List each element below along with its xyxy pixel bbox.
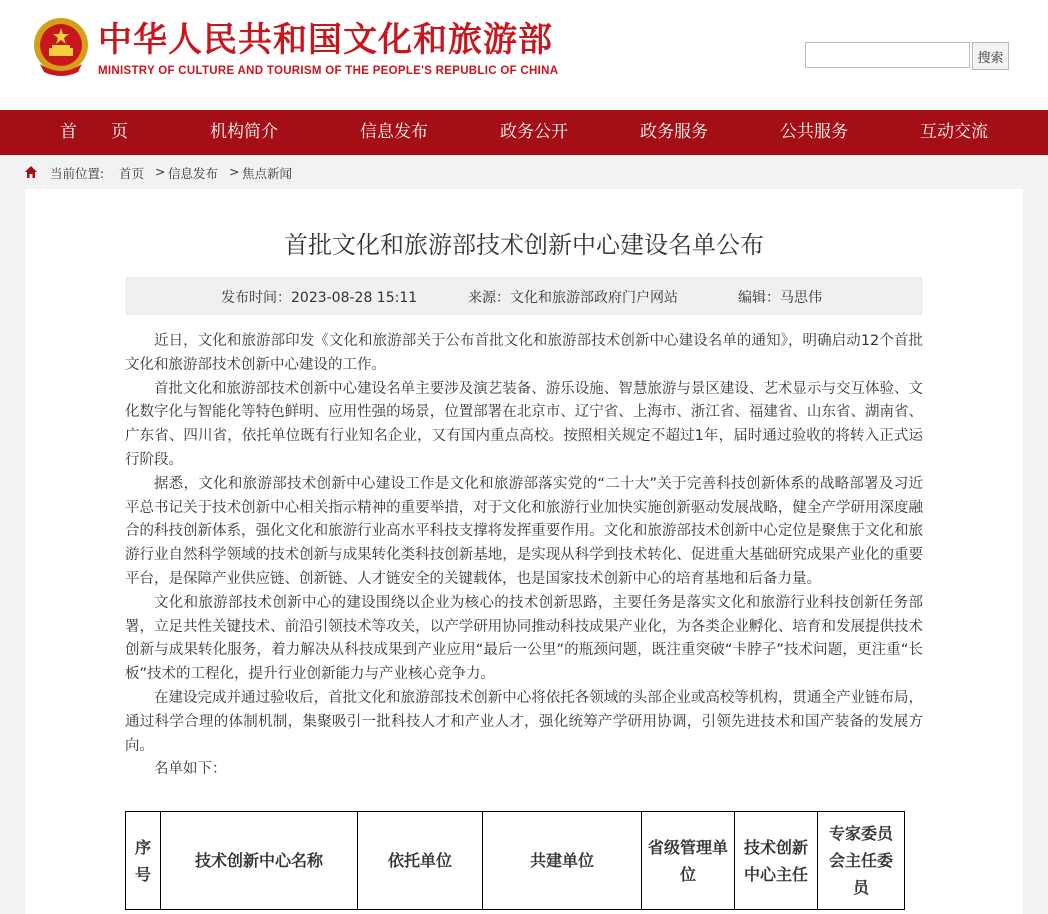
site-title[interactable]: 中华人民共和国文化和旅游部 [98, 20, 553, 60]
article-paragraph: 在建设完成并通过验收后，首批文化和旅游部技术创新中心将依托各领域的头部企业或高校等机构，贯通全产业链布局，通过科学合理的体制机制，集聚吸引一批科技人才和产业人才，强化统筹产学研用协调，引领先进技术和国产装备的发展方向。 [125, 689, 923, 754]
breadcrumb-home[interactable]: 首页 [119, 166, 145, 181]
article-paragraph: 文化和旅游部技术创新中心的建设围绕以企业为核心的技术创新思路，主要任务是落实文化和旅游行业科技创新任务部署，立足共性关键技术、前沿引领技术等攻关，以产学研用协同推动科技成果产业化，为各类企业孵化、培育和发展提供技术创新与成果转化服务，着力解决从科技成果到产业应用“最后一公里”的瓶颈问题，既注重突破“卡脖子”技术问题，更注重“长板”技术的工程化，提升行业创新能力与产业核心竞争力。 [125, 594, 923, 683]
home-icon [24, 165, 38, 179]
table-header-cell: 技术创新中心名称 [161, 812, 358, 910]
nav-item-interaction[interactable]: 互动交流 [920, 122, 988, 142]
article-container [25, 189, 1023, 914]
table-header-cell: 序号 [126, 812, 161, 910]
article-paragraph: 据悉，文化和旅游部技术创新中心建设工作是文化和旅游部落实党的“二十大”关于完善科技创新体系的战略部署及习近平总书记关于技术创新中心相关指示精神的重要举措，对于文化和旅游行业加快实施创新驱动发展战略，健全产学研用深度融合的科技创新体系，强化文化和旅游行业高水平科技支撑将发挥重要作用。文化和旅游部技术创新中心定位是聚焦于文化和旅游行业自然科学领域的技术创新与成果转化类科技创新基地，是实现从科学到技术转化、促进重大基础研究成果产业化的重要平台，是保障产业供应链、创新链、人才链安全的关键载体，也是国家技术创新中心的培育基地和后备力量。 [125, 475, 923, 587]
nav-item-gov-info[interactable]: 政务公开 [500, 122, 568, 142]
article-paragraph: 近日，文化和旅游部印发《文化和旅游部关于公布首批文化和旅游部技术创新中心建设名单的通知》，明确启动12个首批文化和旅游部技术创新中心建设的工作。 [125, 333, 923, 373]
search-input[interactable] [805, 42, 970, 68]
breadcrumb-separator: > [229, 164, 240, 179]
article-title: 首批文化和旅游部技术创新中心建设名单公布 [284, 231, 764, 259]
table-header-row [126, 812, 905, 910]
nav-item-gov-services[interactable]: 政务服务 [640, 122, 708, 142]
article-source: 来源：文化和旅游部政府门户网站 [468, 290, 678, 306]
nav-item-public-services[interactable]: 公共服务 [780, 122, 848, 142]
table-header-cell: 共建单位 [483, 812, 642, 910]
article-paragraph: 名单如下： [154, 761, 227, 778]
breadcrumb-label: 当前位置: [50, 166, 105, 181]
table-header-cell: 技术创新中心主任 [735, 812, 818, 910]
article-paragraph: 首批文化和旅游部技术创新中心建设名单主要涉及演艺装备、游乐设施、智慧旅游与景区建设、艺术显示与交互体验、文化数字化与智能化等特色鲜明、应用性强的场景，位置部署在北京市、辽宁省、上海市、浙江省、福建省、山东省、湖南省、广东省、四川省，依托单位既有行业知名企业，又有国内重点高校。按照相关规定不超过1年，届时通过验收的将转入正式运行阶段。 [125, 380, 923, 468]
breadcrumb-news[interactable]: 信息发布 [168, 166, 219, 181]
main-nav [0, 110, 1048, 155]
nav-item-news[interactable]: 信息发布 [360, 122, 428, 142]
nav-item-about[interactable]: 机构简介 [210, 122, 278, 142]
site-title-english: MINISTRY OF CULTURE AND TOURISM OF THE PEOPLE'S REPUBLIC OF CHINA [98, 65, 559, 77]
article-meta [125, 277, 923, 315]
nav-item-home[interactable]: 首 页 [60, 122, 128, 142]
site-header [0, 0, 1048, 110]
table-header-cell: 省级管理单位 [642, 812, 735, 910]
article-body [125, 330, 923, 782]
article-editor: 编辑：马思伟 [738, 290, 822, 306]
table-header-cell: 依托单位 [358, 812, 483, 910]
search-button[interactable]: 搜索 [972, 42, 1009, 70]
national-emblem-icon [32, 16, 90, 78]
publish-time: 发布时间：2023-08-28 15:11 [221, 290, 418, 306]
breadcrumb-separator: > [155, 164, 166, 179]
table-header-cell: 专家委员会主任委员 [818, 812, 905, 910]
center-list-table [125, 811, 905, 910]
breadcrumb-focus-news[interactable]: 焦点新闻 [242, 166, 293, 181]
breadcrumb [0, 155, 1048, 189]
